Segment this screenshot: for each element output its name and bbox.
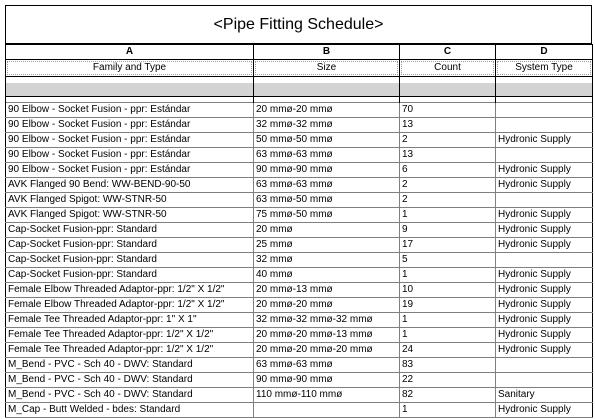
group-band	[6, 83, 593, 97]
column-letter-row	[6, 45, 593, 60]
schedule-table	[5, 44, 593, 418]
family-and-type-cell[interactable]: Cap-Socket Fusion-ppr: Standard	[6, 253, 254, 268]
system-type-cell[interactable]: Sanitary	[496, 388, 593, 403]
size-cell[interactable]: 90 mmø-90 mmø	[254, 373, 400, 388]
table-row[interactable]	[6, 373, 593, 388]
count-cell[interactable]: 83	[400, 358, 496, 373]
size-cell[interactable]: 63 mmø-63 mmø	[254, 358, 400, 373]
family-and-type-cell[interactable]: Cap-Socket Fusion-ppr: Standard	[6, 238, 254, 253]
family-and-type-cell[interactable]: 90 Elbow - Socket Fusion - ppr: Estándar	[6, 133, 254, 148]
size-cell[interactable]: 20 mmø-20 mmø-20 mmø	[254, 343, 400, 358]
size-cell[interactable]: 75 mmø-50 mmø	[254, 208, 400, 223]
column-letter-d[interactable]: D	[496, 45, 593, 60]
header-family-and-type[interactable]	[6, 60, 254, 77]
system-type-cell[interactable]: Hydronic Supply	[496, 298, 593, 313]
family-and-type-cell[interactable]: 90 Elbow - Socket Fusion - ppr: Estándar	[6, 148, 254, 163]
family-and-type-cell[interactable]: 90 Elbow - Socket Fusion - ppr: Estándar	[6, 118, 254, 133]
family-and-type-cell[interactable]: 90 Elbow - Socket Fusion - ppr: Estándar	[6, 103, 254, 118]
table-row[interactable]	[6, 253, 593, 268]
system-type-cell[interactable]	[496, 103, 593, 118]
family-and-type-cell[interactable]: Female Tee Threaded Adaptor-ppr: 1/2" X 1/2"	[6, 343, 254, 358]
header-family-and-type-label: Family and Type	[7, 61, 252, 75]
family-and-type-cell[interactable]: M_Bend - PVC - Sch 40 - DWV: Standard	[6, 358, 254, 373]
table-row[interactable]	[6, 163, 593, 178]
size-cell[interactable]: 40 mmø	[254, 268, 400, 283]
count-cell[interactable]: 1	[400, 268, 496, 283]
family-and-type-cell[interactable]: 90 Elbow - Socket Fusion - ppr: Estándar	[6, 163, 254, 178]
system-type-cell[interactable]: Hydronic Supply	[496, 403, 593, 418]
table-row[interactable]	[6, 148, 593, 163]
count-cell[interactable]: 2	[400, 133, 496, 148]
size-cell[interactable]: 63 mmø-63 mmø	[254, 148, 400, 163]
table-row[interactable]	[6, 388, 593, 403]
system-type-cell[interactable]	[496, 193, 593, 208]
size-cell[interactable]: 63 mmø-50 mmø	[254, 193, 400, 208]
count-cell[interactable]: 82	[400, 388, 496, 403]
system-type-cell[interactable]: Hydronic Supply	[496, 313, 593, 328]
family-and-type-cell[interactable]: Cap-Socket Fusion-ppr: Standard	[6, 223, 254, 238]
family-and-type-cell[interactable]: AVK Flanged 90 Bend: WW-BEND-90-50	[6, 178, 254, 193]
table-row[interactable]	[6, 328, 593, 343]
count-cell[interactable]: 6	[400, 163, 496, 178]
size-cell[interactable]	[254, 403, 400, 418]
system-type-cell[interactable]: Hydronic Supply	[496, 223, 593, 238]
table-row[interactable]	[6, 133, 593, 148]
system-type-cell[interactable]: Hydronic Supply	[496, 283, 593, 298]
count-cell[interactable]: 13	[400, 118, 496, 133]
header-size[interactable]	[254, 60, 400, 77]
column-header-row	[6, 60, 593, 77]
family-and-type-cell[interactable]: M_Cap - Butt Welded - bdes: Standard	[6, 403, 254, 418]
count-cell[interactable]: 2	[400, 178, 496, 193]
header-system-type[interactable]	[496, 60, 593, 77]
table-row[interactable]	[6, 298, 593, 313]
family-and-type-cell[interactable]: Female Elbow Threaded Adaptor-ppr: 1/2" X 1/2"	[6, 283, 254, 298]
size-cell[interactable]: 32 mmø	[254, 253, 400, 268]
system-type-cell[interactable]	[496, 118, 593, 133]
count-cell[interactable]: 22	[400, 373, 496, 388]
count-cell[interactable]: 70	[400, 103, 496, 118]
column-letter-c[interactable]: C	[400, 45, 496, 60]
table-row[interactable]	[6, 193, 593, 208]
system-type-cell[interactable]: Hydronic Supply	[496, 238, 593, 253]
table-row[interactable]	[6, 403, 593, 418]
system-type-cell[interactable]	[496, 148, 593, 163]
system-type-cell[interactable]: Hydronic Supply	[496, 133, 593, 148]
table-row[interactable]	[6, 223, 593, 238]
table-row[interactable]	[6, 358, 593, 373]
size-cell[interactable]: 90 mmø-90 mmø	[254, 163, 400, 178]
table-row[interactable]	[6, 343, 593, 358]
count-cell[interactable]: 1	[400, 403, 496, 418]
count-cell[interactable]: 2	[400, 193, 496, 208]
count-cell[interactable]: 1	[400, 328, 496, 343]
system-type-cell[interactable]: Hydronic Supply	[496, 163, 593, 178]
family-and-type-cell[interactable]: M_Bend - PVC - Sch 40 - DWV: Standard	[6, 373, 254, 388]
column-letter-b[interactable]: B	[254, 45, 400, 60]
size-cell[interactable]: 20 mmø-13 mmø	[254, 283, 400, 298]
header-count-label: Count	[401, 61, 494, 75]
count-cell[interactable]: 1	[400, 208, 496, 223]
size-cell[interactable]: 110 mmø-110 mmø	[254, 388, 400, 403]
size-cell[interactable]: 50 mmø-50 mmø	[254, 133, 400, 148]
family-and-type-cell[interactable]: Female Elbow Threaded Adaptor-ppr: 1/2" X 1/2"	[6, 298, 254, 313]
system-type-cell[interactable]	[496, 373, 593, 388]
schedule-title[interactable]: <Pipe Fitting Schedule>	[5, 5, 592, 44]
system-type-cell[interactable]	[496, 358, 593, 373]
header-count[interactable]	[400, 60, 496, 77]
size-cell[interactable]: 20 mmø-20 mmø	[254, 103, 400, 118]
system-type-cell[interactable]: Hydronic Supply	[496, 178, 593, 193]
table-row[interactable]	[6, 268, 593, 283]
table-row[interactable]	[6, 283, 593, 298]
system-type-cell[interactable]: Hydronic Supply	[496, 328, 593, 343]
count-cell[interactable]: 13	[400, 148, 496, 163]
size-cell[interactable]: 32 mmø-32 mmø-32 mmø	[254, 313, 400, 328]
table-row[interactable]	[6, 313, 593, 328]
column-letter-a[interactable]: A	[6, 45, 254, 60]
family-and-type-cell[interactable]: Female Tee Threaded Adaptor-ppr: 1" X 1"	[6, 313, 254, 328]
size-cell[interactable]: 63 mmø-63 mmø	[254, 178, 400, 193]
family-and-type-cell[interactable]: AVK Flanged Spigot: WW-STNR-50	[6, 208, 254, 223]
system-type-cell[interactable]: Hydronic Supply	[496, 343, 593, 358]
family-and-type-cell[interactable]: AVK Flanged Spigot: WW-STNR-50	[6, 193, 254, 208]
size-cell[interactable]: 20 mmø-20 mmø	[254, 298, 400, 313]
table-row[interactable]	[6, 103, 593, 118]
size-cell[interactable]: 20 mmø-20 mmø-13 mmø	[254, 328, 400, 343]
system-type-cell[interactable]	[496, 253, 593, 268]
system-type-cell[interactable]: Hydronic Supply	[496, 208, 593, 223]
count-cell[interactable]: 24	[400, 343, 496, 358]
system-type-cell[interactable]: Hydronic Supply	[496, 268, 593, 283]
size-cell[interactable]: 32 mmø-32 mmø	[254, 118, 400, 133]
header-system-type-label: System Type	[497, 61, 591, 75]
count-cell[interactable]: 19	[400, 298, 496, 313]
count-cell[interactable]: 5	[400, 253, 496, 268]
count-cell[interactable]: 10	[400, 283, 496, 298]
family-and-type-cell[interactable]: Female Tee Threaded Adaptor-ppr: 1/2" X 1/2"	[6, 328, 254, 343]
count-cell[interactable]: 9	[400, 223, 496, 238]
header-size-label: Size	[255, 61, 398, 75]
size-cell[interactable]: 20 mmø	[254, 223, 400, 238]
table-row[interactable]	[6, 208, 593, 223]
count-cell[interactable]: 1	[400, 313, 496, 328]
family-and-type-cell[interactable]: M_Bend - PVC - Sch 40 - DWV: Standard	[6, 388, 254, 403]
family-and-type-cell[interactable]: Cap-Socket Fusion-ppr: Standard	[6, 268, 254, 283]
size-cell[interactable]: 25 mmø	[254, 238, 400, 253]
table-row[interactable]	[6, 178, 593, 193]
table-row[interactable]	[6, 118, 593, 133]
schedule-view	[5, 5, 592, 418]
table-row[interactable]	[6, 238, 593, 253]
count-cell[interactable]: 17	[400, 238, 496, 253]
